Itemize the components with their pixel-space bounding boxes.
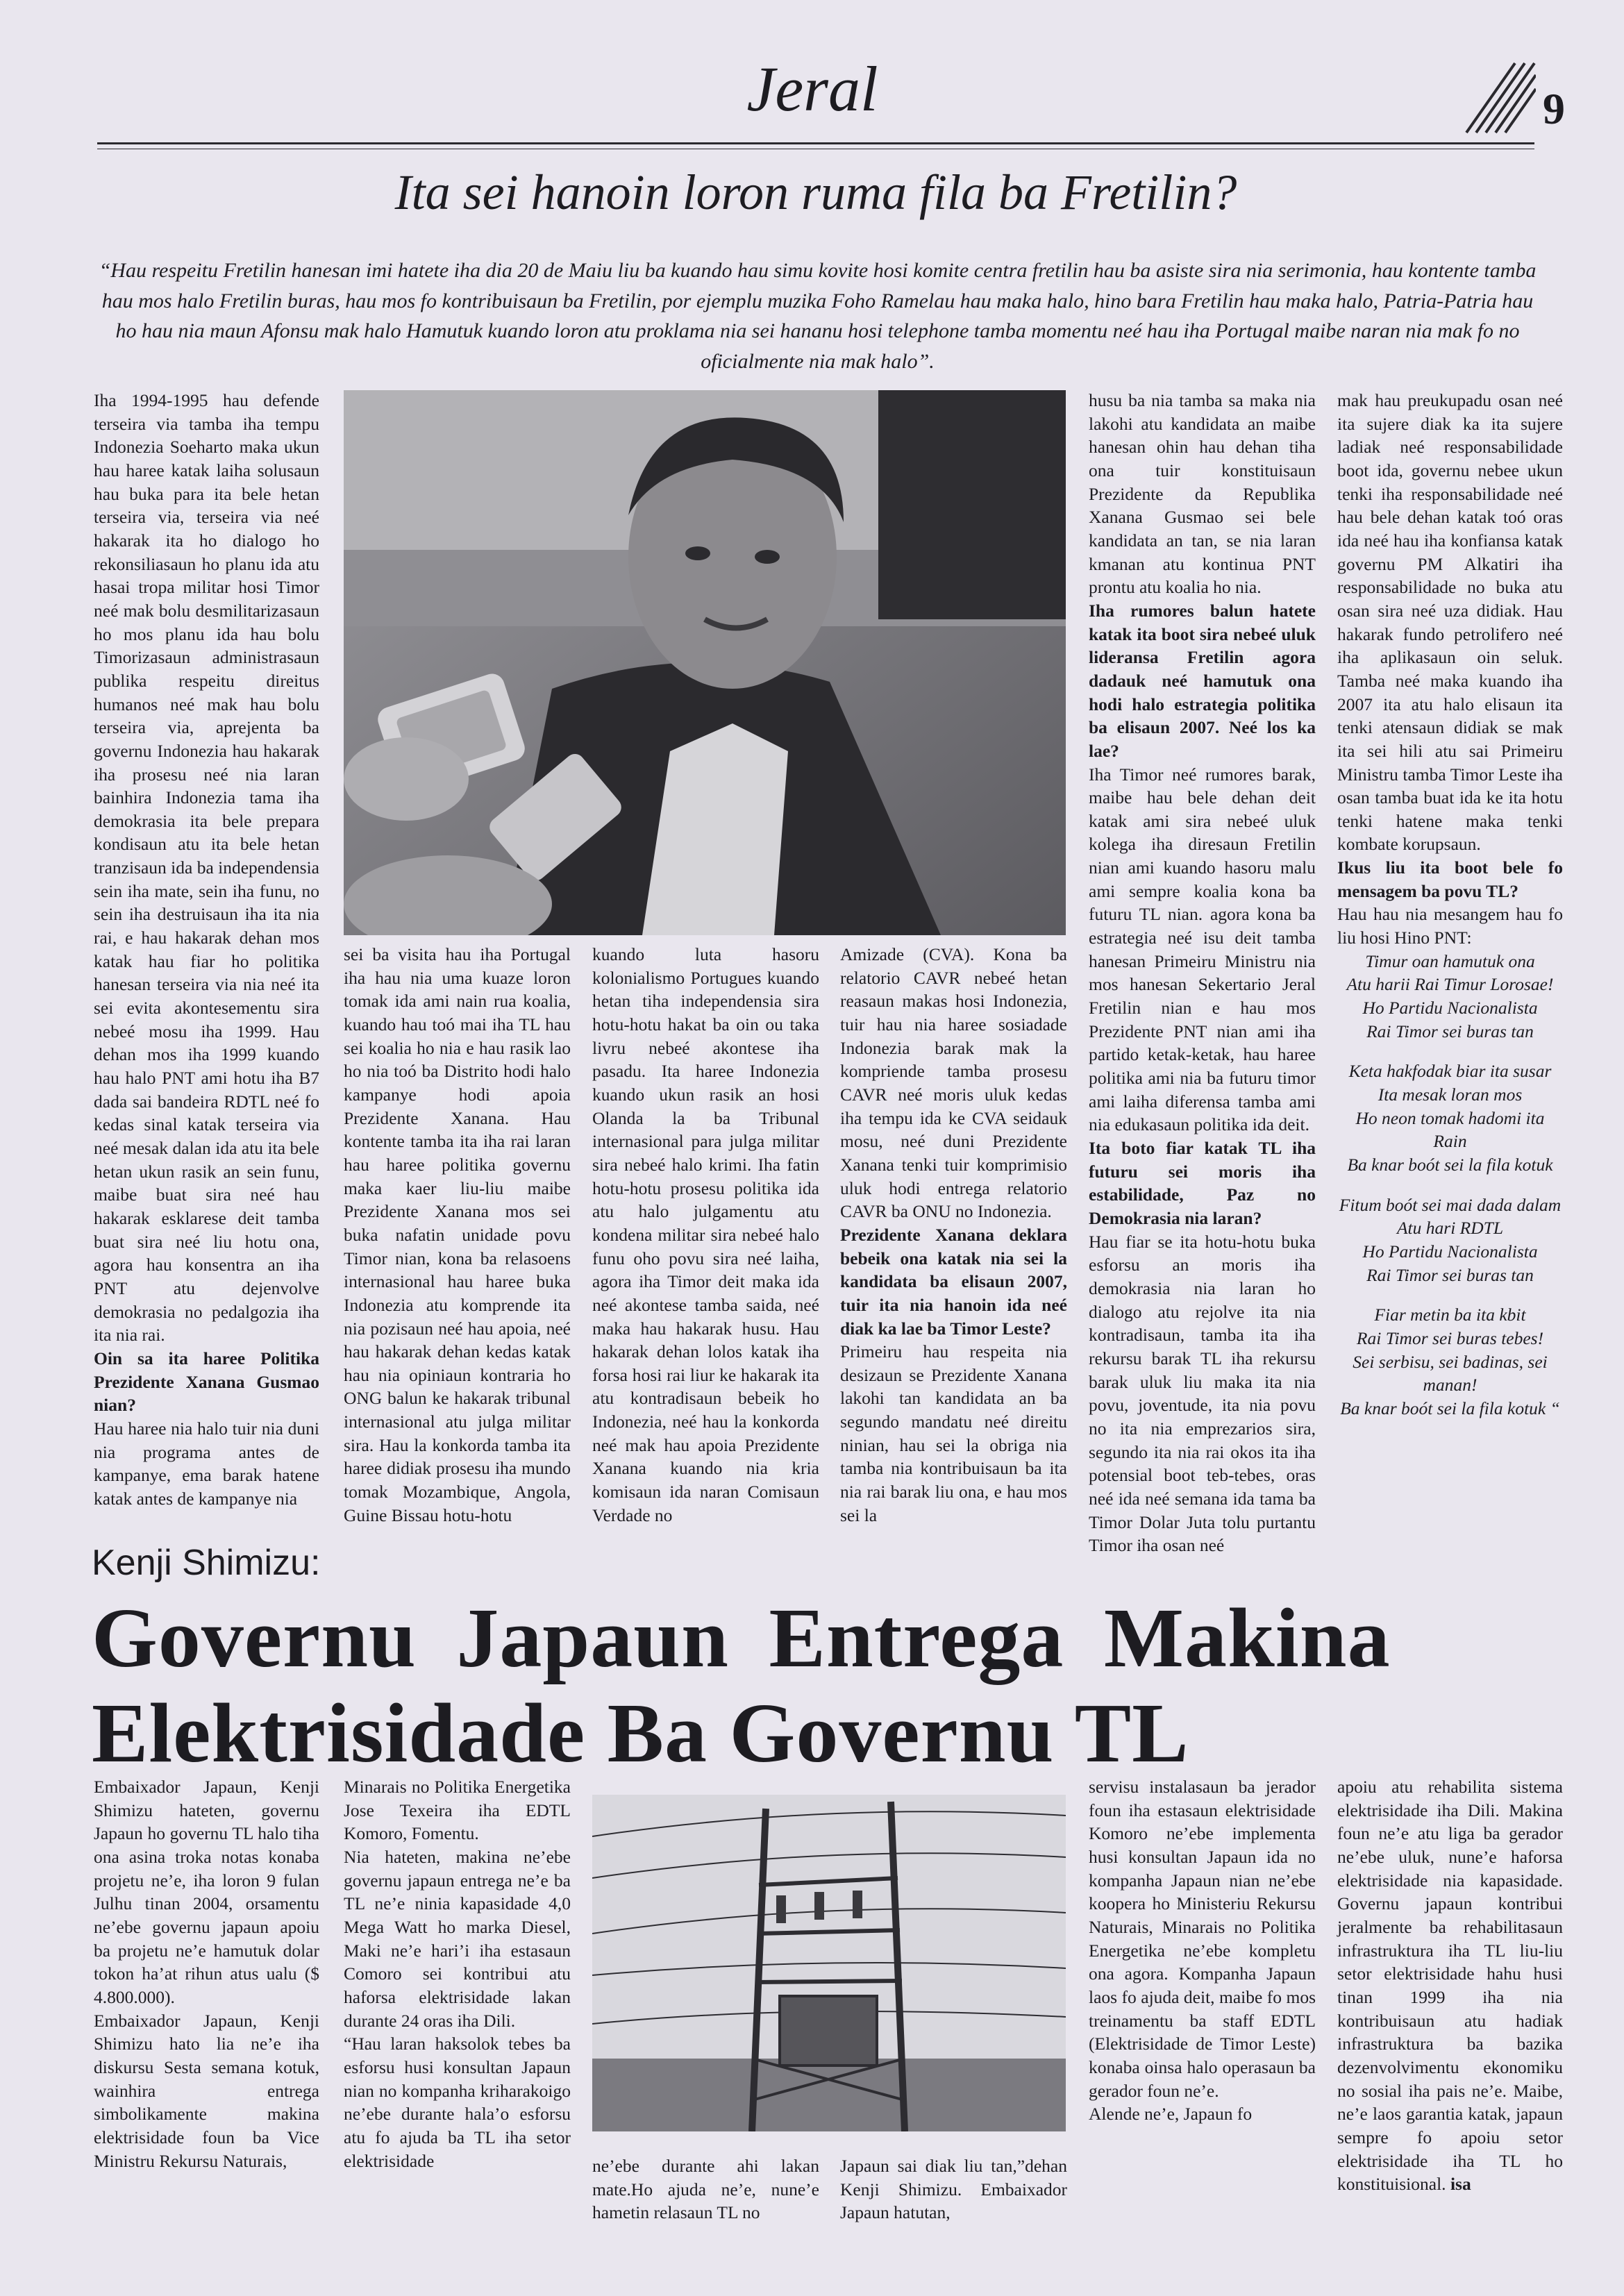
paragraph: ne’ebe durante ahi lakan mate.Ho ajuda ne’e, nune’e hametin relasaun TL no (592, 2156, 819, 2223)
paragraph-text: apoiu atu rehabilita sistema elektrisidade iha Dili. Makina foun ne’e atu liga ba gerador ne’ebe uluk, nune’e haforsa elektrisidade nia kapasidade. Governu japaun kontribui jeralmente ba rehabilitasaun infrastruktura iha TL liu-liu setor elektrisidade hahu husi tinan 1999 iha nia kontribuisaun atu hadiak infrastruktura ba bazika dezenvolvimentu ekonomiku no sosial iha pais ne’e. Maibe, ne’e laos garantia katak, japaun sempre fo apoiu setor elektrisidade iha TL ho konstituisional. (1337, 1777, 1563, 2195)
poem-line: Rai Timor sei buras tebes! (1356, 1327, 1544, 1348)
header-rule (97, 142, 1534, 144)
article2-headline (92, 1591, 1550, 1781)
paragraph: Minarais no Politika Energetika Jose Texeira iha EDTL Komoro, Fomentu. (344, 1777, 571, 1844)
paragraph: Embaixador Japaun, Kenji Shimizu hato lia ne’e iha diskursu Sesta semana kotuk, wainhira entrega simbolikamente makina elektrisidade foun ba Vice Ministru Rekursu Naturais, (94, 2010, 319, 2171)
article1-column-4 (840, 943, 1067, 1527)
electric-pole-illustration (592, 1795, 1066, 2131)
interview-question: Prezidente Xanana deklara bebeik ona katak nia sei la kandidata ba elisaun 2007, tuir ita nia hanoin ida neé diak ka lae ba Timor Leste? (840, 1224, 1067, 1339)
poem-line: Sei serbisu, sei badinas, sei manan! (1353, 1351, 1548, 1396)
poem-line: Ita mesak loran mos (1378, 1084, 1523, 1105)
poem-line: Fiar metin ba ita kbit (1374, 1305, 1526, 1325)
poem-line: Atu harii Rai Timur Lorosae! (1346, 974, 1554, 995)
article1-column-3 (592, 943, 819, 1527)
paragraph: Primeiru hau respeita nia desizaun se Prezidente Xanana lakohi tan kandidata an ba segundo mandatu neé direitu ninian, hau sei la obriga nia tamba nia kontribuisaun ba ita nia rai barak liu ona, e hau mos sei la (840, 1341, 1067, 1525)
article2-column-2 (344, 1775, 571, 2172)
paragraph: Hau hau nia mesangem hau fo liu hosi Hino PNT: (1337, 904, 1563, 948)
poem-line: Rai Timor sei buras tan (1366, 1021, 1534, 1041)
interview-photo (344, 390, 1066, 935)
article1-column-6 (1337, 389, 1563, 1421)
paragraph: Iha 1994-1995 hau defende terseira via tamba iha tempu Indonezia Soeharto maka ukun hau haree katak laiha solusaun hau buka para ita bele hetan terseira via, terseira via neé hakarak ita ho dialogo ho rekonsiliasaun ho planu ida atu hasai tropa militar hosi Timor neé mak bolu desmilitarizasaun ho mos planu ida hau bolu Timorizasaun administrasaun publika respeitu direitus humanos neé mak hau bolu terseira via, aprejenta ba governu Indonezia hau hakarak iha prosesu neé nia laran bainhira Indonezia tama iha demokrasia ita bele prepara kondisaun atu ita bele hetan tranzisaun ida ba independensia sein iha mate, sein iha funu, no sein iha destruisaun iha ita nia rai, e hau hakarak dehan mos katak hau fiar ho politika hanesan terseira via nia neé ita sei evita akontesementu sira nebeé mosu iha 1999. Hau dehan mos iha 1999 kuando hau halo PNT ami hotu iha B7 dada sai bandeira RDTL neé fo kedas sinal katak terseira via neé mesak dalan ida atu ita bele hetan ukun rasik an sein funu, maibe buat sira neé hau hakarak esklarese deit tamba buat sira neé liu hotu ona, agora hau konsentra an iha PNT atu dejenvolve demokrasia no pedalgozia iha ita nia rai. (94, 390, 320, 1346)
paragraph: mak hau preukupadu osan neé ita sujere diak ka ita sujere ladiak neé responsabilidade boot ida, governu nebee ukun tenki iha responsabilidade neé hau bele dehan katak toó oras ida neé hau iha konfiansa katak governu PM Alkatiri iha responsabilidade no buka atu osan sira neé uza didiak. Hau hakarak fundo petrolifero neé iha aplikasaun oin seluk. Tamba neé maka kuando iha 2007 ita atu halo elisaun ita tenki atensaun didiak se mak ita sei hili atu sai Primeiru Ministru tamba Timor Leste iha osan tamba buat ida ke ita hotu tenki hatene maka tenki kombate korupsaun. (1337, 390, 1563, 855)
poem-line: Ho neon tomak hadomi ita Rain (1355, 1107, 1545, 1152)
anthem-lyrics (1337, 950, 1563, 1421)
paragraph: Hau haree nia halo tuir nia duni nia programa antes de kampanye, ema barak hatene katak antes de kampanye nia (94, 1418, 319, 1509)
article2-byline: Kenji Shimizu: (92, 1543, 321, 1583)
poem-line: Ba knar boót sei la fila kotuk (1347, 1155, 1553, 1175)
paragraph: Alende ne’e, Japaun fo (1089, 2104, 1253, 2125)
interview-question: Ikus liu ita boot bele fo mensagem ba povu TL? (1337, 857, 1563, 901)
paragraph: Amizade (CVA). Kona ba relatorio CAVR nebeé hetan reasaun makas hosi Indonezia, tuir hau nia haree sosiadade Indonezia barak mak la kompriende tamba prosesu CAVR neé moris uluk kedas iha tempu ida ke CVA seidauk mosu, neé duni Prezidente Xanana tenki tuir komprimisio uluk hodi entrega relatorio CAVR ba ONU no Indonezia. (840, 944, 1067, 1222)
article-headline: Ita sei hanoin loron ruma fila ba Fretilin? (394, 165, 1237, 220)
paragraph: servisu instalasaun ba jerador foun iha estasaun elektrisidade Komoro ne’ebe implementa husi konsultan Japaun ida no kompanha Japaun nian ne’ebe koopera ho Ministeriu Rekursu Naturais, Minarais no Politika Energetika ne’ebe kompletu ona agora. Kompanha Japaun laos fo ajuda deit, maibe fo mos treinamentu ba staff EDTL (Elektrisidade de Timor Leste) konaba oinsa halo operasaun ba gerador foun ne’e. (1089, 1777, 1316, 2101)
paragraph: Iha Timor neé rumores barak, maibe hau bele dehan deit katak ami sira nebeé uluk kolega iha diresaun Fretilin nian ami kuando hasoru malu ami sempre koalia kona ba futuru TL nian. agora kona ba estrategia neé isu deit tamba hanesan Primeiru Ministru nia mos hanesan Sekertario Jeral Fretilin nian e hau mos Prezidente PNT nian ami iha partido ketak-ketak, hau haree politika ami nia ba futuru timor ami laiha diferensa tamba ami nia edukasaun politika ida deit. (1089, 764, 1316, 1135)
paragraph: husu ba nia tamba sa maka nia lakohi atu kandidata an maibe hanesan ohin hau dehan tiha ona tuir konstituisaun Prezidente da Republika Xanana Gusmao sei bele kandidata an tan, se nia laran kmanan atu kontinua PNT prontu atu koalia ho nia. (1089, 390, 1316, 598)
poem-line: Ba knar boót sei la fila kotuk “ (1340, 1398, 1560, 1418)
interview-question: Oin sa ita haree Politika Prezidente Xanana Gusmao nian? (94, 1348, 319, 1416)
article1-column-1 (94, 389, 319, 1511)
poem-line: Ho Partidu Nacionalista (1362, 998, 1538, 1019)
poem-line: Fitum boót sei mai dada dalam (1339, 1194, 1562, 1215)
section-title: Jeral (746, 53, 878, 124)
article2-column-3 (592, 2154, 819, 2224)
paragraph: Japaun sai diak liu tan,”dehan Kenji Shimizu. Embaixador Japaun hatutan, (840, 2156, 1067, 2223)
paragraph: kuando luta hasoru kolonialismo Portugues kuando hetan tiha independensia sira hotu-hotu hakat ba oin ou taka livru nebeé akontese iha pasadu. Ita haree Indonezia kuando ukun rasik an hosi Olanda la ba Tribunal internasional para julga militar sira nebeé halo krimi. Iha fatin hotu-hotu prosesu politika ida atu halo julgamentu atu kondena militar sira nebeé halo funu oho povu sira neé laiha, agora iha Timor deit maka ida neé akontese tamba saida, neé maka hau hakarak husu. Hau hakarak dehan lolos katak iha forsa hosi rai liur ke hakarak ita atu kontradisaun bebeik ho Indonezia, neé hau la konkorda neé mak hau apoia Prezidente Xanana kuando nia kria komisaun ida naran Comisaun Verdade no (592, 944, 819, 1525)
article-lead-quote: “Hau respeitu Fretilin hanesan imi hatete iha dia 20 de Maiu liu ba kuando hau simu kovite hosi komite centra fretilin hau ba asiste sira nia serimonia, hau kontente tamba hau mos halo Fretilin buras, hau mos fo kontribuisaun ba Fretilin, por ejemplu muzika Foho Ramelau hau maka halo, hino bara Fretilin hau maka halo, Patria-Patria hau ho hau nia maun Afonsu mak halo Hamutuk kuando loron atu proklama nia sei hananu hosi telephone tamba momentu neé hau iha Portugal maibe naran nia mak fo no oficialmente nia mak halo”. (99, 259, 1537, 373)
paragraph: sei ba visita hau iha Portugal iha hau nia uma kuaze loron tomak ida ami nain rua koalia, kuando hau toó mai iha TL hau sei koalia ho nia e hau rasik lao ho nia toó ba Distrito hodi halo kampanye hodi apoia Prezidente Xanana. Hau kontente tamba ita iha rai laran hau haree politika governu maka kaer liu-liu maibe Prezidente Xanana mos sei buka nafatin unidade povu Timor nian, kona ba relasoens internasional hau haree buka Indonezia atu komprende ita nia pozisaun neé hau apoia, neé hau hakarak dehan kedas katak hau nia opiniaun kontraria ho ONG balun ke hakarak tribunal internasional atu julga militar sira. Hau la konkorda tamba ita haree didiak prosesu iha mundo tomak Mozambique, Angola, Guine Bissau hotu-hotu (344, 944, 571, 1525)
interview-question: Iha rumores balun hatete katak ita boot sira nebeé uluk lideransa Fretilin agora dadauk neé hamutuk ona hodi halo estrategia politika ba elisaun 2007. Neé los ka lae? (1089, 600, 1316, 761)
article1-column-5 (1089, 389, 1316, 1557)
poem-line: Timur oan hamutuk ona (1365, 950, 1535, 971)
article1-column-2 (344, 943, 571, 1527)
page-number: 9 (1543, 84, 1565, 133)
headline-line-1: Governu Japaun Entrega Makina (92, 1591, 1391, 1685)
poem-line: Ho Partidu Nacionalista (1362, 1241, 1538, 1262)
headline-line-2: Elektrisidade Ba Governu TL (92, 1686, 1189, 1780)
paragraph: Hau fiar se ita hotu-hotu buka esforsu an moris iha demokrasia nia laran ho dialogo atu rejolve ita nia kontradisaun, tamba ita iha rekursu barak TL iha rekursu barak uluk liu maka ita nia povu, joventude, ita nia povu no ita nia emprezarios sira, segundo ita nia rai okos ita iha potensial boot teb-tebes, oras neé ida neé semana ida tama ba Timor Dolar Juta tolu purtantu Timor iha osan neé (1089, 1231, 1316, 1556)
paragraph: “Hau laran haksolok tebes ba esforsu husi konsultan Japaun nian no kompanha kriharakoigo ne’ebe durante hala’o esforsu atu fo ajuda ba TL iha setor elektrisidade (344, 2034, 571, 2171)
article2-column-5 (1089, 1775, 1316, 2126)
paragraph (1337, 1775, 1563, 2196)
poem-line: Atu hari RDTL (1396, 1218, 1504, 1239)
paragraph: Nia hateten, makina ne’ebe governu japaun entrega ne’e ba TL ne’e ninia kapasidade 4,0 Mega Watt ho marka Diesel, Maki ne’e hari’i iha estasaun Comoro sei kontribui atu haforsa elektrisidade lakan durante 24 oras iha Dili. (344, 1846, 571, 2031)
poem-line: Rai Timor sei buras tan (1366, 1264, 1534, 1285)
hatch-lines-icon (1459, 60, 1536, 136)
poem-line: Keta hakfodak biar ita susar (1348, 1061, 1552, 1082)
article2-column-6 (1337, 1775, 1563, 2196)
paragraph: Embaixador Japaun, Kenji Shimizu hateten, governu Japaun ho governu TL halo tiha ona asina troka notas konaba projetu ne’e, iha loron 9 fulan Julhu tinan 2004, orsamentu ne’ebe governu japaun apoiu ba projetu ne’e hamutuk dolar tokon ha’at rihun atus ualu ($ 4.800.000). (94, 1777, 319, 2007)
article2-column-4 (840, 2154, 1067, 2224)
author-signature: isa (1450, 2174, 1471, 2195)
power-line-photo (592, 1795, 1066, 2131)
interview-question: Ita boto fiar katak TL iha futuru sei moris iha estabilidade, Paz no Demokrasia nia laran? (1089, 1138, 1316, 1228)
article2-column-1 (94, 1775, 319, 2172)
interviewee-photo-illustration (344, 390, 1066, 935)
